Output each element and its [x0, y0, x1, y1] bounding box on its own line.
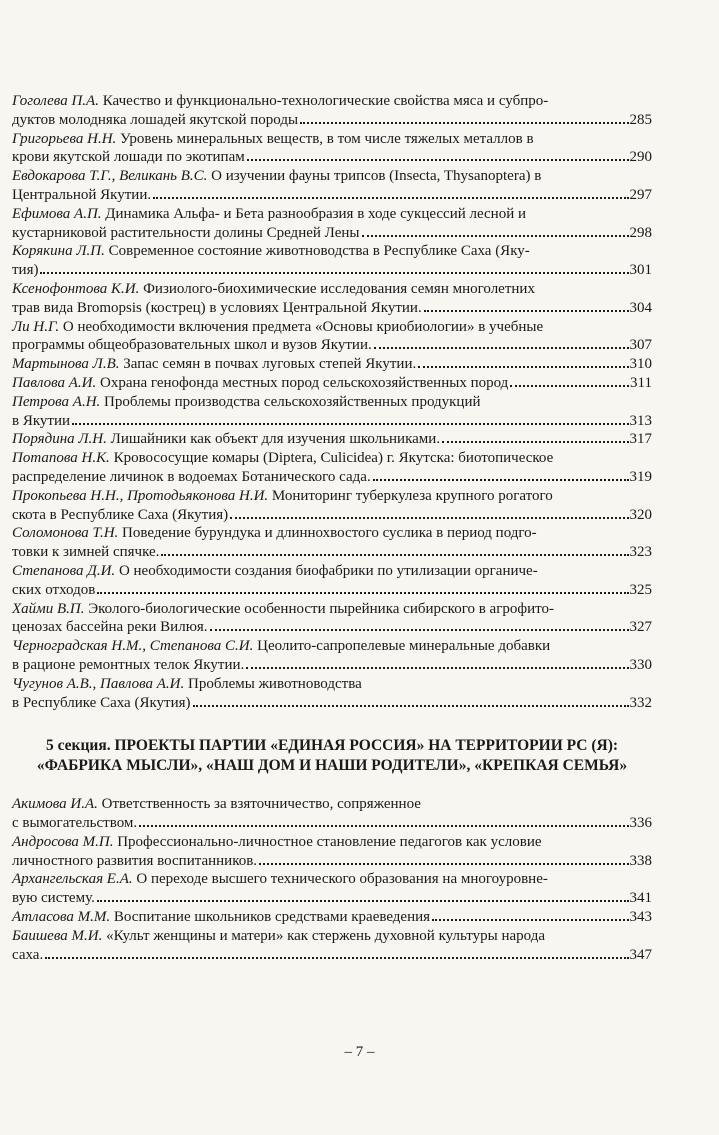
entry-authors: Гоголева П.А.: [12, 93, 99, 109]
entry-authors: Мартынова Л.В.: [12, 356, 120, 373]
leader-dots: [230, 517, 628, 519]
entry-page-number: 327: [629, 619, 652, 636]
entry-title-end: дуктов молодняка лошадей якутской породы: [12, 111, 299, 128]
toc-entry: [12, 833, 652, 871]
entry-page-number: 330: [629, 656, 652, 673]
entry-title-end: трав вида Bromopsis (кострец) в условиях Центральной Якутии.: [12, 299, 422, 316]
entry-title: Ответственность за взяточничество, сопряженное: [97, 796, 421, 813]
leader-dots: [247, 159, 629, 161]
toc-entry: [12, 205, 652, 243]
entry-page-number: 313: [629, 412, 652, 429]
entry-title: О необходимости включения предмета «Основы криобиологии» в учебные: [59, 318, 544, 335]
entry-page-number: 317: [629, 431, 652, 448]
leader-dots: [300, 122, 628, 124]
entry-title: Динамика Альфа- и Бета разнообразия в ходе сукцессий лесной и: [101, 205, 527, 222]
section-4-entries: [12, 92, 652, 712]
leader-dots: [418, 366, 628, 368]
entry-page-number: 304: [629, 299, 652, 316]
leader-dots: [432, 919, 628, 921]
entry-title-end: в Якутии: [12, 412, 71, 429]
entry-page-number: 319: [629, 468, 652, 485]
toc-entry: [12, 167, 652, 205]
entry-authors: Чугунов А.В., Павлова А.И.: [12, 675, 185, 692]
toc-entry: [12, 355, 652, 374]
entry-page-number: 341: [629, 890, 652, 907]
entry-title-end: Лишайники как объект для изучения школьниками.: [106, 431, 441, 448]
entry-page-number: 298: [629, 224, 652, 241]
leader-dots: [193, 705, 629, 707]
toc-entry: [12, 908, 652, 927]
entry-title-end: в Республике Саха (Якутия): [12, 694, 191, 711]
toc-entry: [12, 675, 652, 713]
entry-page-number: 347: [629, 946, 652, 963]
leader-dots: [510, 385, 629, 387]
toc-entry: [12, 449, 652, 487]
toc-entry: [12, 600, 652, 638]
entry-title-end: Воспитание школьников средствами краеведения: [110, 909, 431, 926]
entry-authors: Прокопьева Н.Н., Протодьяконова Н.И.: [12, 487, 269, 504]
toc-entry: [12, 318, 652, 356]
entry-title-end: в рационе ремонтных телок Якутии.: [12, 656, 245, 673]
entry-authors: Акимова И.А.: [12, 796, 98, 813]
entry-title: «Культ женщины и матери» как стержень духовной культуры народа: [102, 927, 545, 944]
entry-authors: Ксенофонтова К.И.: [12, 280, 140, 297]
entry-authors: Потапова Н.К.: [12, 450, 110, 467]
entry-title-end: саха.: [12, 946, 44, 963]
entry-title: Физиолого-биохимические исследования семян многолетних: [139, 280, 535, 297]
entry-title-end: вую систему.: [12, 890, 95, 907]
entry-page-number: 332: [629, 694, 652, 711]
entry-authors: Андросова М.П.: [12, 833, 114, 850]
entry-page-number: 336: [629, 815, 652, 832]
toc-entry: [12, 280, 652, 318]
toc-entry: [12, 562, 652, 600]
table-of-contents: [12, 92, 652, 964]
entry-title-end: крови якутской лошади по экотипам: [12, 149, 245, 166]
toc-entry: [12, 637, 652, 675]
entry-page-number: 338: [629, 852, 652, 869]
entry-authors: Соломонова Т.Н.: [12, 525, 119, 542]
entry-page-number: 311: [630, 374, 652, 391]
entry-page-number: 323: [629, 544, 652, 561]
entry-page-number: 343: [629, 909, 652, 926]
leader-dots: [97, 900, 629, 902]
leader-dots: [97, 592, 628, 594]
entry-page-number: 290: [629, 149, 652, 166]
entry-title: Поведение бурундука и длиннохвостого суслика в период подго-: [118, 525, 537, 542]
entry-title-end: ских отходов: [12, 581, 96, 598]
leader-dots: [373, 479, 629, 481]
entry-authors: Порядина Л.Н.: [12, 431, 107, 448]
leader-dots: [246, 667, 628, 669]
leader-dots: [45, 957, 628, 959]
page-number: – 7 –: [344, 1044, 375, 1060]
entry-authors: Григорьева Н.Н.: [12, 130, 117, 147]
entry-title: О изучении фауны трипсов (Insecta, Thysanoptera) в: [207, 168, 542, 185]
entry-page-number: 301: [629, 262, 652, 279]
toc-entry: [12, 242, 652, 280]
entry-title-end: с вымогательством.: [12, 815, 138, 832]
entry-title-end: скота в Республике Саха (Якутия): [12, 506, 229, 523]
leader-dots: [424, 310, 629, 312]
entry-title-end: программы общеобразовательных школ и вузов Якутии.: [12, 337, 372, 354]
entry-title-end: ценозах бассейна реки Вилюя.: [12, 619, 208, 636]
leader-dots: [40, 272, 628, 274]
entry-title: О переходе высшего технического образования на многоуровне-: [132, 871, 548, 888]
leader-dots: [259, 863, 628, 865]
leader-dots: [374, 347, 629, 349]
entry-authors: Степанова Д.И.: [12, 562, 116, 579]
toc-entry: [12, 430, 652, 449]
entry-title-end: товки к зимней спячке.: [12, 544, 160, 561]
toc-entry: [12, 524, 652, 562]
entry-title: Цеолито-сапропелевые минеральные добавки: [253, 638, 551, 655]
leader-dots: [442, 441, 628, 443]
leader-dots: [153, 197, 628, 199]
entry-authors: Архангельская Е.А.: [12, 871, 133, 888]
entry-page-number: 285: [629, 111, 652, 128]
toc-entry: [12, 92, 652, 130]
entry-page-number: 307: [629, 337, 652, 354]
entry-title-end: Центральной Якутии.: [12, 186, 152, 203]
section-5-title: 5 секция. ПРОЕКТЫ ПАРТИИ «ЕДИНАЯ РОССИЯ» НА ТЕРРИТОРИИ РС (Я): «ФАБРИКА МЫСЛИ», «НАШ ДОМ И НАШИ РОДИТЕЛИ», «КРЕПКАЯ СЕМЬЯ»: [36, 737, 628, 774]
entry-title: Профессионально-личностное становление педагогов как условие: [113, 833, 542, 850]
entry-title: Уровень минеральных веществ, в том числе тяжелых металлов в: [116, 130, 534, 147]
leader-dots: [139, 825, 628, 827]
entry-title: Кровососущие комары (Diptera, Culicidea) г. Якутска: биотопическое: [109, 450, 554, 467]
entry-title-end: Запас семян в почвах луговых степей Якутии.: [119, 356, 417, 373]
entry-title: Мониторинг туберкулеза крупного рогатого: [268, 487, 553, 504]
entry-authors: Петрова А.Н.: [12, 393, 101, 410]
toc-entry: [12, 130, 652, 168]
toc-entry: [12, 374, 652, 393]
entry-authors: Черноградская Н.М., Степанова С.И.: [12, 638, 254, 655]
section-5-entries: [12, 795, 652, 964]
entry-page-number: 310: [629, 356, 652, 373]
entry-title: Эколого-биологические особенности пырейника сибирского в агрофито-: [84, 600, 554, 617]
entry-title-end: личностного развития воспитанников.: [12, 852, 258, 869]
entry-authors: Ли Н.Г.: [12, 318, 60, 335]
entry-title-end: кустарниковой растительности долины Средней Лены: [12, 224, 360, 241]
entry-title: Проблемы животноводства: [184, 675, 362, 692]
toc-entry: [12, 870, 652, 908]
entry-title: Качество и функционально-технологические свойства мяса и субпро-: [98, 93, 549, 109]
entry-title-end: Охрана генофонда местных пород сельскохозяйственных пород: [96, 374, 509, 391]
entry-title: Современное состояние животноводства в Республике Саха (Яку-: [104, 243, 530, 260]
toc-entry: [12, 393, 652, 431]
entry-authors: Павлова А.И.: [12, 374, 97, 391]
entry-authors: Хайми В.П.: [12, 600, 85, 617]
entry-authors: Корякина Л.П.: [12, 243, 105, 260]
entry-title: Проблемы производства сельскохозяйственных продукций: [100, 393, 481, 410]
leader-dots: [210, 629, 629, 631]
entry-page-number: 325: [629, 581, 652, 598]
toc-entry: [12, 927, 652, 965]
entry-authors: Ефимова А.П.: [12, 205, 102, 222]
entry-title-end: тия): [12, 262, 39, 279]
toc-entry: [12, 795, 652, 833]
entry-title: О необходимости создания биофабрики по утилизации органиче-: [115, 562, 538, 579]
entry-authors: Евдокарова Т.Г., Великань В.С.: [12, 168, 208, 185]
entry-page-number: 320: [629, 506, 652, 523]
entry-authors: Баишева М.И.: [12, 927, 103, 944]
entry-page-number: 297: [629, 186, 652, 203]
toc-entry: [12, 487, 652, 525]
entry-title-end: распределение личинок в водоемах Ботанического сада.: [12, 468, 371, 485]
leader-dots: [362, 235, 629, 237]
leader-dots: [72, 423, 628, 425]
leader-dots: [161, 554, 628, 556]
entry-authors: Атласова М.М.: [12, 909, 111, 926]
